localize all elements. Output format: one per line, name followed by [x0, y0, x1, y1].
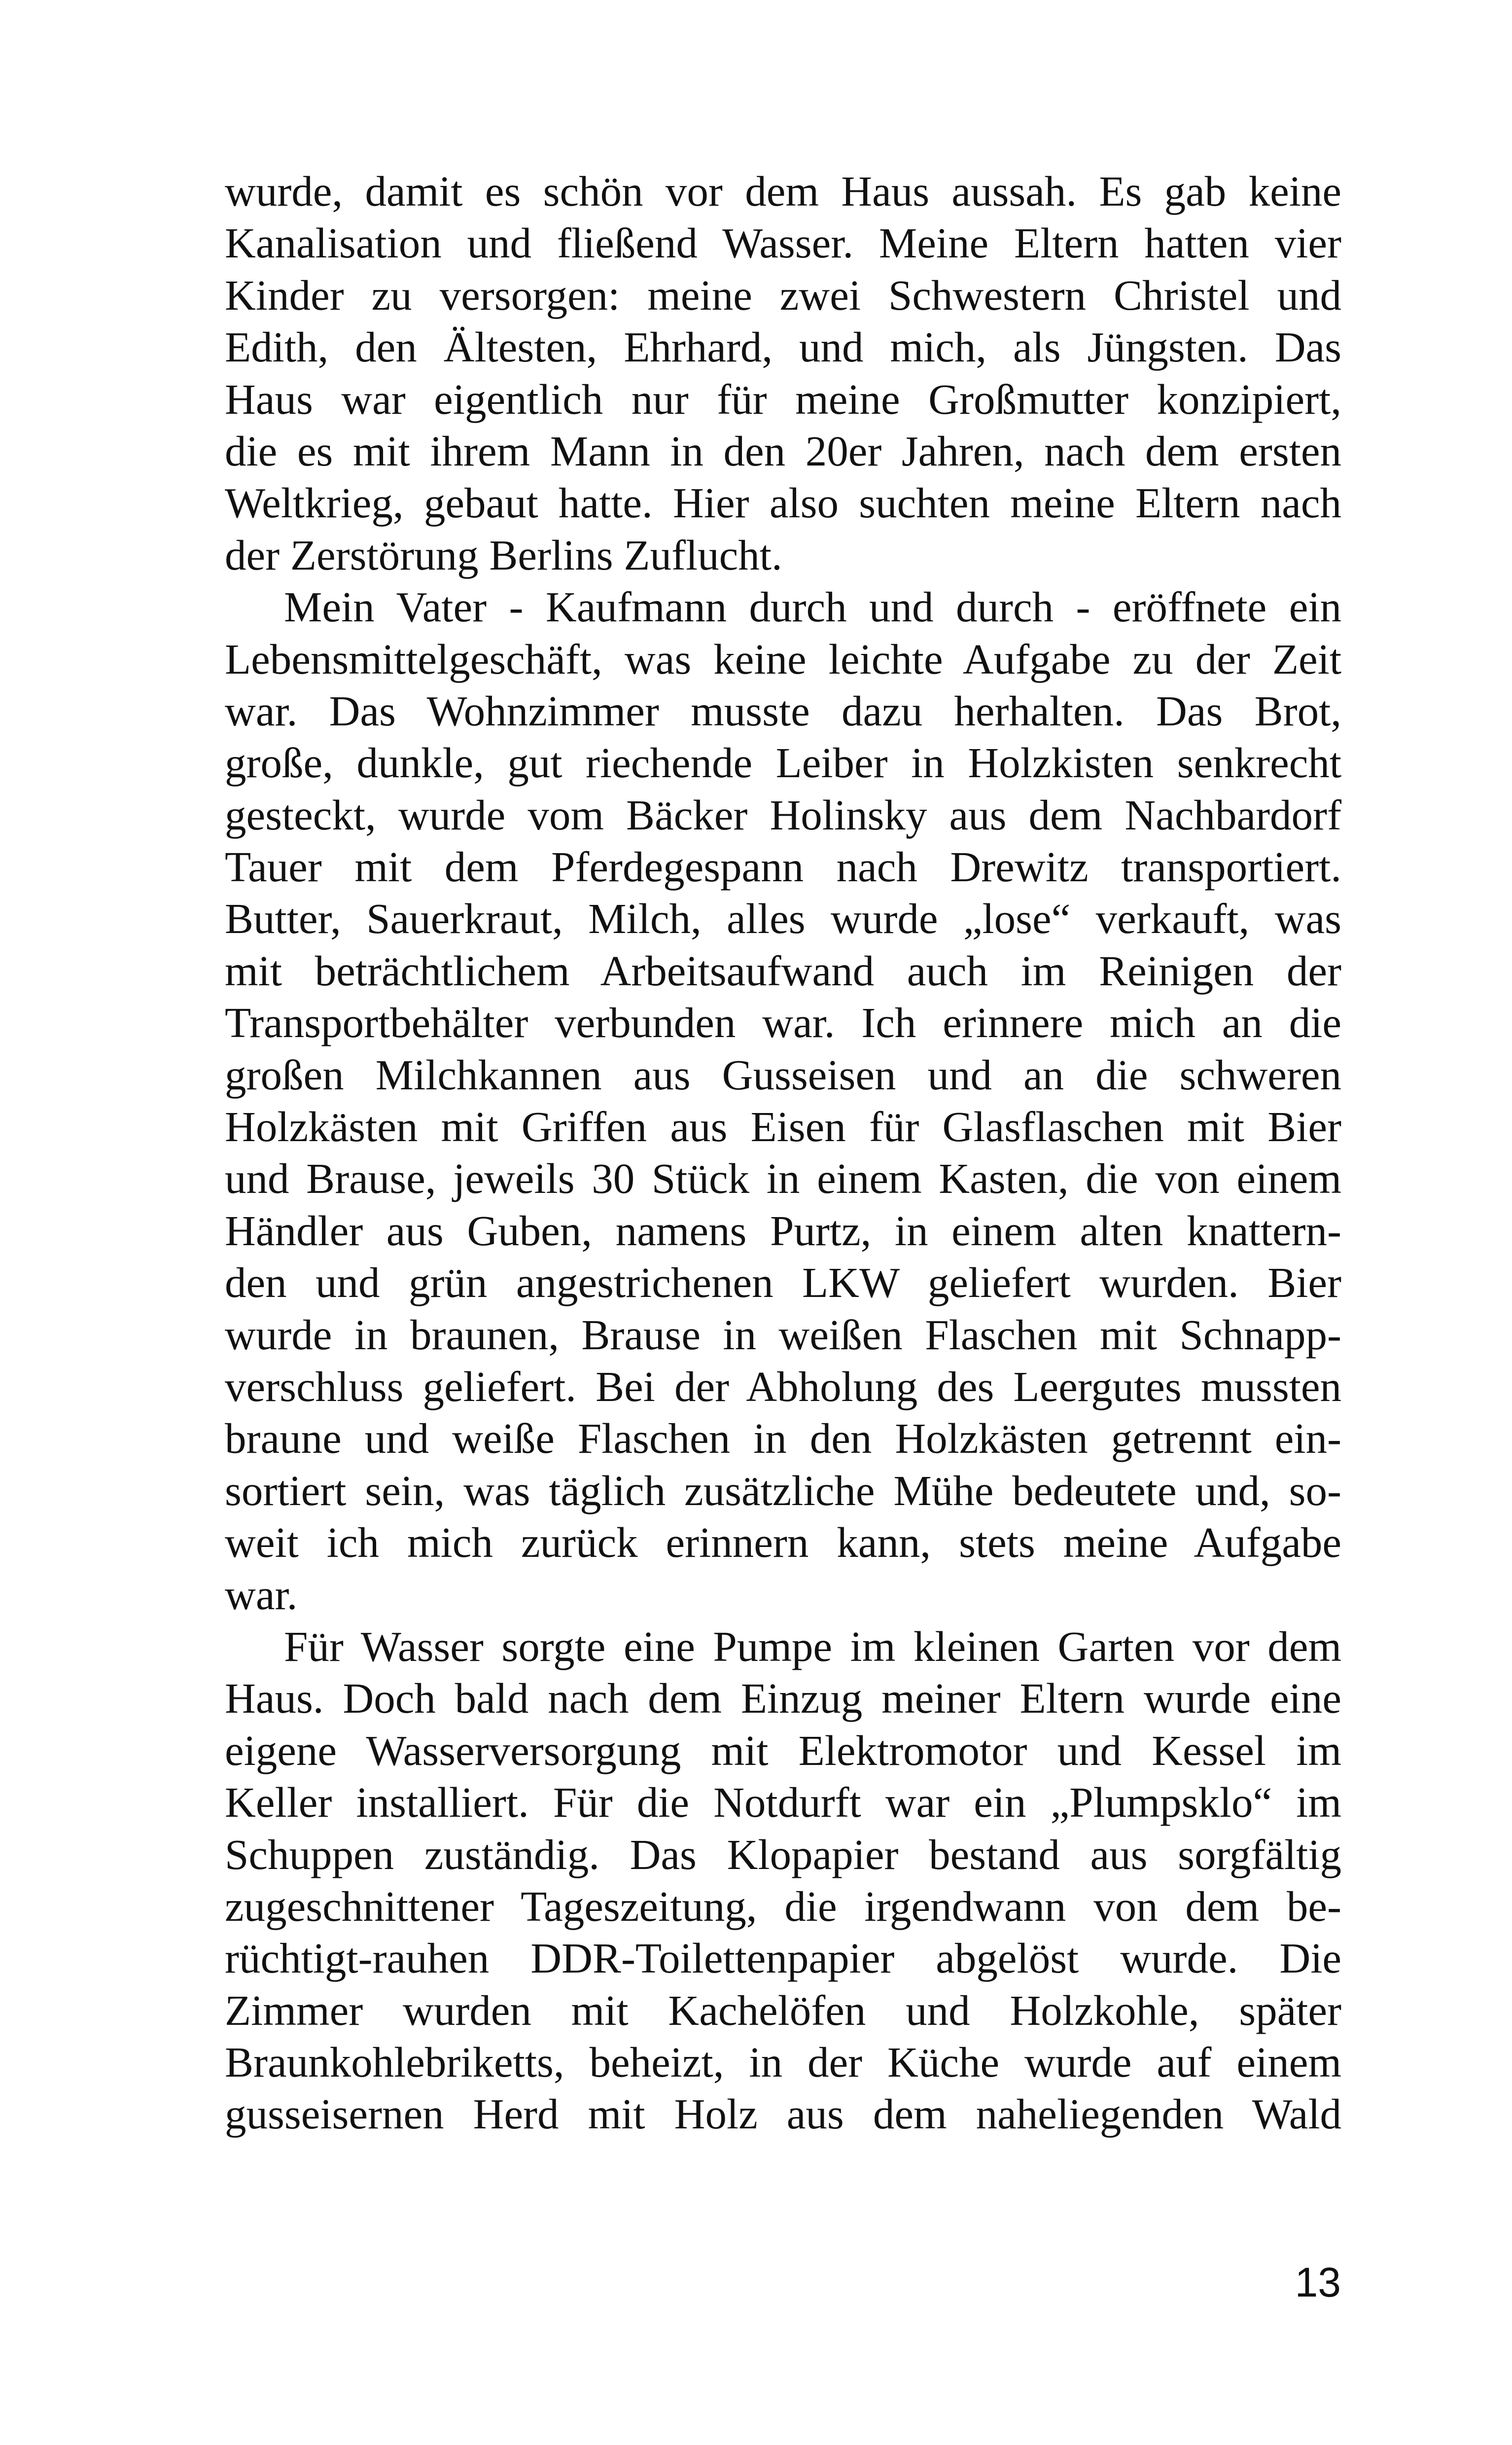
text-line: Haus war eigentlich nur für meine Großmutter konzipiert, — [225, 375, 1341, 423]
text-line: Mein Vater - Kaufmann durch und durch - eröffnete ein — [284, 583, 1341, 631]
text-line: Schuppen zuständig. Das Klopapier bestand aus sorgfältig — [225, 1830, 1341, 1878]
text-line: gesteckt, wurde vom Bäcker Holinsky aus dem Nachbardorf — [225, 791, 1341, 839]
text-line: Lebensmittelgeschäft, was keine leichte Aufgabe zu der Zeit — [225, 635, 1341, 683]
text-line: Tauer mit dem Pferdegespann nach Drewitz transportiert. — [225, 843, 1341, 891]
body-text — [225, 165, 1341, 2140]
text-line: Zimmer wurden mit Kachelöfen und Holzkohle, später — [225, 1986, 1341, 2034]
text-line: rüchtigt-rauhen DDR-Toilettenpapier abgelöst wurde. Die — [225, 1934, 1341, 1982]
text-line: mit beträchtlichem Arbeitsaufwand auch im Reinigen der — [225, 946, 1341, 995]
text-line: war. — [225, 1570, 298, 1618]
text-line: Kanalisation und fließend Wasser. Meine Eltern hatten vier — [225, 219, 1341, 267]
text-line: sortiert sein, was täglich zusätzliche Mühe bedeutete und, so- — [225, 1466, 1341, 1514]
text-line: Händler aus Guben, namens Purtz, in einem alten knattern- — [225, 1206, 1341, 1255]
text-line: Transportbehälter verbunden war. Ich erinnere mich an die — [225, 999, 1341, 1047]
text-line: zugeschnittener Tageszeitung, die irgendwann von dem be- — [225, 1882, 1341, 1930]
paragraph — [225, 581, 1341, 1620]
text-line: Für Wasser sorgte eine Pumpe im kleinen Garten vor dem — [284, 1622, 1341, 1670]
text-line: die es mit ihrem Mann in den 20er Jahren, nach dem ersten — [225, 427, 1341, 475]
text-line: Haus. Doch bald nach dem Einzug meiner Eltern wurde eine — [225, 1674, 1341, 1723]
text-line: Butter, Sauerkraut, Milch, alles wurde „lose“ verkauft, was — [225, 895, 1341, 943]
text-line: den und grün angestrichenen LKW geliefert wurden. Bier — [225, 1258, 1341, 1307]
text-line: braune und weiße Flaschen in den Holzkästen getrennt ein- — [225, 1414, 1341, 1463]
text-line: große, dunkle, gut riechende Leiber in Holzkisten senkrecht — [225, 739, 1341, 787]
text-line: verschluss geliefert. Bei der Abholung des Leergutes mussten — [225, 1362, 1341, 1410]
text-line: der Zerstörung Berlins Zuflucht. — [225, 531, 782, 579]
text-line: wurde in braunen, Brause in weißen Flaschen mit Schnapp- — [225, 1310, 1341, 1359]
paragraph — [225, 1620, 1341, 2140]
text-line: Kinder zu versorgen: meine zwei Schwestern Christel und — [225, 271, 1341, 319]
text-line: Edith, den Ältesten, Ehrhard, und mich, als Jüngsten. Das — [225, 323, 1341, 371]
text-line: Holzkästen mit Griffen aus Eisen für Glasflaschen mit Bier — [225, 1103, 1341, 1151]
text-line: war. Das Wohnzimmer musste dazu herhalten. Das Brot, — [225, 686, 1341, 735]
text-line: Keller installiert. Für die Notdurft war ein „Plumpsklo“ im — [225, 1778, 1341, 1827]
text-line: und Brause, jeweils 30 Stück in einem Kasten, die von einem — [225, 1154, 1341, 1203]
text-line: eigene Wasserversorgung mit Elektromotor und Kessel im — [225, 1726, 1341, 1774]
text-line: wurde, damit es schön vor dem Haus aussah. Es gab keine — [225, 167, 1341, 215]
text-line: gusseisernen Herd mit Holz aus dem naheliegenden Wald — [225, 2090, 1341, 2138]
text-line: weit ich mich zurück erinnern kann, stets meine Aufgabe — [225, 1518, 1341, 1567]
text-line: großen Milchkannen aus Gusseisen und an die schweren — [225, 1050, 1341, 1099]
page-number: 13 — [1295, 2259, 1341, 2305]
paragraph — [225, 165, 1341, 581]
text-line: Weltkrieg, gebaut hatte. Hier also suchten meine Eltern nach — [225, 479, 1341, 527]
text-line: Braunkohlebriketts, beheizt, in der Küche wurde auf einem — [225, 2038, 1341, 2086]
